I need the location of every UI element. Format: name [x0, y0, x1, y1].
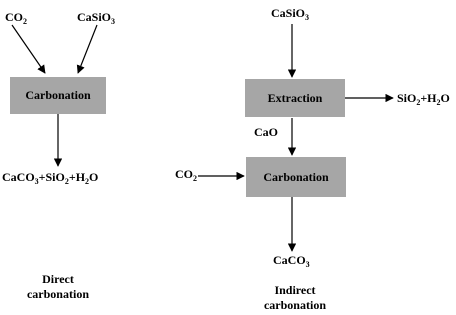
direct-input-co2: $CO_2$	[5, 10, 27, 26]
indirect-input-casio3: CaSiO$_3$	[271, 6, 310, 22]
indirect-carbonation-caption: Indirect carbonation	[263, 283, 326, 312]
arrow-co2-to-carbonation	[12, 25, 45, 73]
extraction-byproducts: $SiO_2+H_2O$	[397, 91, 450, 107]
direct-carbonation-caption: Direct carbonation	[26, 272, 89, 301]
intermediate-cao: CaO	[254, 125, 278, 139]
direct-input-casio3: CaSiO$_3$	[77, 10, 116, 26]
indirect-output-caco3: CaCO$_3$	[273, 253, 310, 269]
indirect-input-co2: $CO_2$	[175, 167, 197, 183]
direct-carbonation-box: Carbonation	[10, 77, 106, 114]
extraction-box: Extraction	[245, 79, 345, 117]
arrow-casio3-to-carbonation	[78, 25, 97, 73]
indirect-carbonation-box: Carbonation	[246, 157, 346, 197]
direct-output-products: $CaCO_3+SiO_2+H_2O$	[2, 170, 99, 186]
